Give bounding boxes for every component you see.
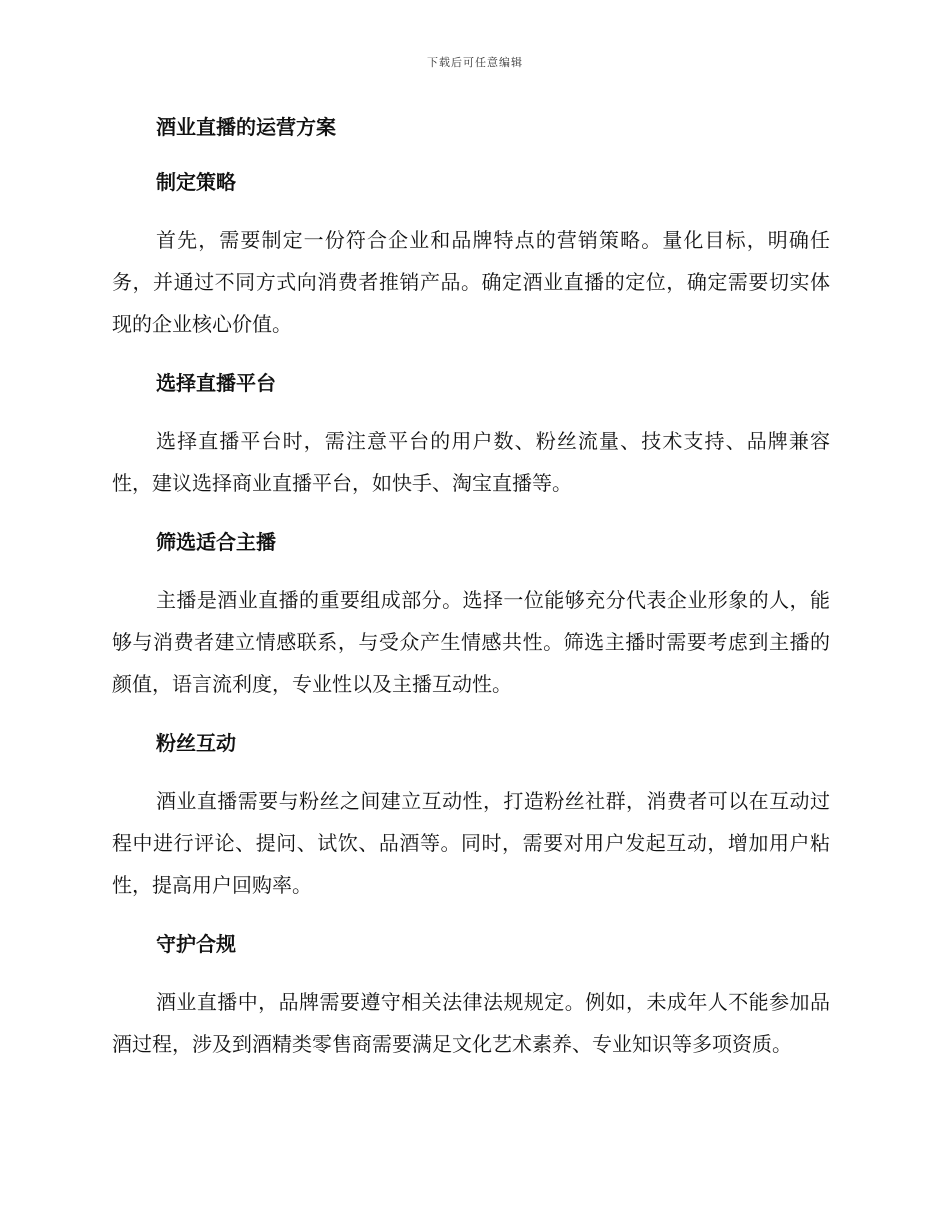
section-fan-interaction [112,726,830,906]
section-paragraph: 首先，需要制定一份符合企业和品牌特点的营销策略。量化目标，明确任务，并通过不同方式向消费者推销产品。确定酒业直播的定位，确定需要切实体现的企业核心价值。 [112,228,830,336]
document-body [112,110,830,1065]
section-host [112,525,830,705]
section-heading: 选择直播平台 [156,371,276,395]
header-note: 下载后可任意编辑 [427,56,523,69]
section-compliance [112,927,830,1065]
document-title: 酒业直播的运营方案 [156,115,336,139]
section-heading: 制定策略 [156,170,236,194]
section-platform [112,366,830,504]
section-heading: 守护合规 [156,932,236,956]
section-strategy [112,165,830,345]
section-paragraph: 选择直播平台时，需注意平台的用户数、粉丝流量、技术支持、品牌兼容性，建议选择商业直播平台，如快手、淘宝直播等。 [112,429,830,495]
section-heading: 粉丝互动 [156,731,236,755]
section-heading: 筛选适合主播 [156,530,276,554]
section-paragraph: 主播是酒业直播的重要组成部分。选择一位能够充分代表企业形象的人，能够与消费者建立情感联系，与受众产生情感共性。筛选主播时需要考虑到主播的颜值，语言流利度，专业性以及主播互动性。 [112,588,830,696]
section-paragraph: 酒业直播中，品牌需要遵守相关法律法规规定。例如，未成年人不能参加品酒过程，涉及到酒精类零售商需要满足文化艺术素养、专业知识等多项资质。 [112,990,830,1056]
section-paragraph: 酒业直播需要与粉丝之间建立互动性，打造粉丝社群，消费者可以在互动过程中进行评论、提问、试饮、品酒等。同时，需要对用户发起互动，增加用户粘性，提高用户回购率。 [112,789,830,897]
